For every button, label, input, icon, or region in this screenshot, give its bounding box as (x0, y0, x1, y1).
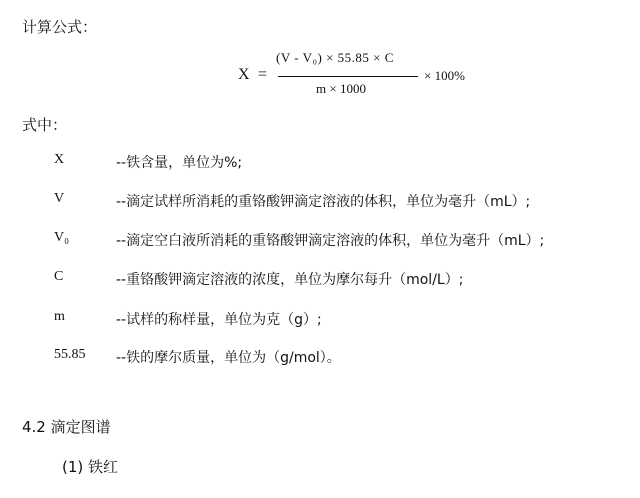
definition-text-v: --滴定试样所消耗的重铬酸钾滴定溶液的体积，单位为毫升（mL）; (116, 194, 531, 210)
section-heading: 4.2 滴定图谱 (22, 418, 111, 436)
definition-text-x: --铁含量，单位为%; (116, 155, 243, 171)
formula-multiplier: × 100% (424, 68, 465, 83)
definition-text-v0: --滴定空白液所消耗的重铬酸钾滴定溶液的体积，单位为毫升（mL）; (116, 233, 545, 249)
definition-text-molar-mass: --铁的摩尔质量，单位为（g/mol）。 (116, 350, 341, 366)
definition-symbol-x: X (54, 152, 65, 167)
formula-equals: = (258, 66, 268, 83)
definition-symbol-c: C (54, 269, 64, 284)
formula-numerator: (V - V₀) × 55.85 × C (276, 50, 394, 65)
definition-symbol-v0: V₀ (54, 230, 69, 245)
definition-text-c: --重铬酸钾滴定溶液的浓度，单位为摩尔每升（mol/L）; (116, 272, 464, 288)
fraction-bar (278, 76, 418, 77)
definition-symbol-molar-mass: 55.85 (54, 347, 86, 362)
definition-text-m: --试样的称样量，单位为克（g）; (116, 312, 322, 328)
where-heading: 式中： (22, 116, 68, 134)
formula-lhs: X (238, 66, 250, 83)
formula-denominator: m × 1000 (316, 81, 366, 96)
definition-symbol-v: V (54, 191, 65, 206)
calculation-formula-heading: 计算公式： (22, 18, 98, 36)
subsection-heading: (1) 铁红 (62, 458, 119, 476)
definition-symbol-m: m (54, 309, 65, 324)
iron-content-formula (238, 50, 498, 102)
